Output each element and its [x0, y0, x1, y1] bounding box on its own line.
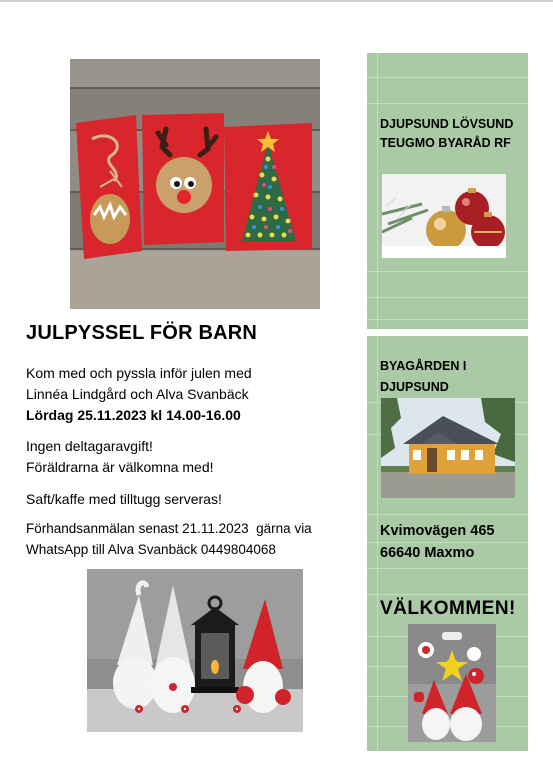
signup-line-1: Förhandsanmälan senast 21.11.2023 gärna via: [26, 521, 312, 536]
address-line-1: Kvimovägen 465: [380, 523, 495, 539]
signup-info: [26, 518, 312, 560]
gnome-craft-photo: [408, 624, 496, 742]
table-gridline: [367, 594, 528, 595]
table-gridline: [367, 514, 528, 515]
table-gridline: [367, 568, 528, 569]
venue-line-1: BYAGÅRDEN I: [380, 359, 467, 373]
venue-address: [380, 520, 494, 564]
venue-line-2: DJUPSUND: [380, 380, 449, 394]
flyer-page: [0, 2, 553, 784]
invitation-line-1: Kom med och pyssla inför julen med: [26, 365, 252, 381]
table-gridline: [377, 53, 378, 329]
christmas-ornaments-photo: [382, 174, 506, 258]
gnomes-lantern-photo: [87, 569, 303, 732]
table-gridline: [367, 297, 528, 298]
organizer-panel: [367, 53, 528, 329]
event-datetime: Lördag 25.11.2023 kl 14.00-16.00: [26, 407, 241, 423]
table-gridline: [377, 336, 378, 751]
village-hall-house-photo: [381, 398, 515, 498]
address-line-2: 66640 Maxmo: [380, 545, 475, 561]
event-title: JULPYSSEL FÖR BARN: [26, 322, 258, 344]
venue-name: [380, 356, 466, 398]
refreshments-text: Saft/kaffe med tilltugg serveras!: [26, 491, 222, 507]
invitation-text: [26, 363, 252, 426]
venue-panel: [367, 336, 528, 751]
organizer-line-1: DJUPSUND LÖVSUND: [380, 117, 514, 131]
table-gridline: [367, 271, 528, 272]
table-gridline: [367, 103, 528, 104]
christmas-cards-photo: [70, 59, 320, 309]
organizer-name: [380, 115, 513, 153]
signup-line-2: WhatsApp till Alva Svanbäck 0449804068: [26, 542, 276, 557]
organizer-line-2: TEUGMO BYARÅD RF: [380, 136, 511, 150]
fee-text: Ingen deltagaravgift!: [26, 438, 153, 454]
fee-info: [26, 436, 214, 478]
table-gridline: [367, 77, 528, 78]
welcome-heading: VÄLKOMMEN!: [380, 598, 516, 619]
parents-text: Föräldrarna är välkomna med!: [26, 459, 214, 475]
invitation-line-2: Linnéa Lindgård och Alva Svanbäck: [26, 386, 249, 402]
table-gridline: [367, 319, 528, 320]
